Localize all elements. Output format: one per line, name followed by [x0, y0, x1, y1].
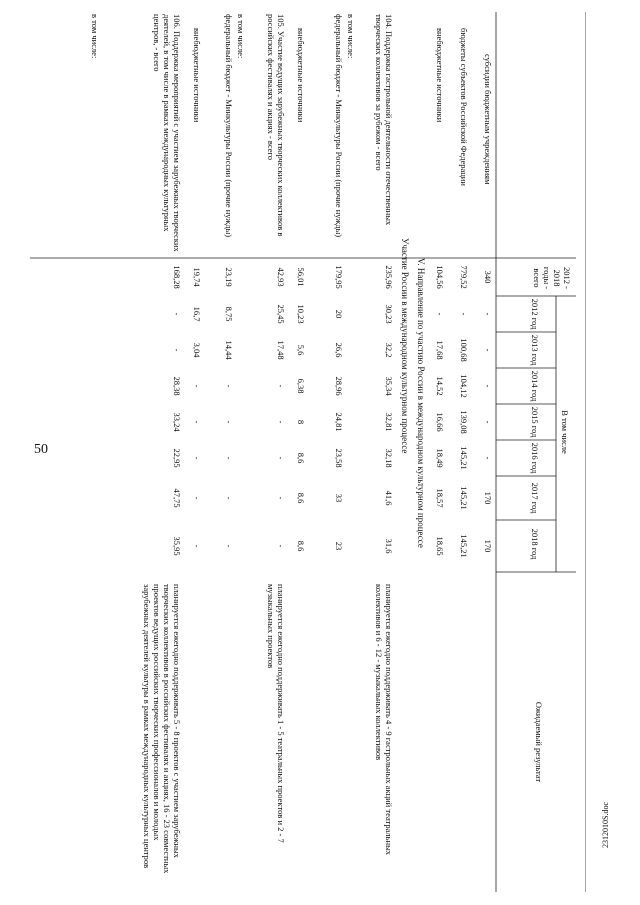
- header-year: 2012 год: [530, 298, 540, 330]
- row-value: 340: [483, 270, 493, 284]
- row-value: -: [483, 348, 493, 352]
- row-value: 8,6: [296, 452, 306, 464]
- row-value: 8,6: [296, 492, 306, 504]
- header-year: 2014 год: [530, 370, 540, 402]
- row-value: -: [483, 456, 493, 460]
- row-label: внебюджетные источники: [296, 28, 306, 123]
- page-number: 50: [34, 442, 48, 457]
- row-value: 5,6: [296, 344, 306, 356]
- header-year: 2017 год: [530, 482, 540, 514]
- row-value: 32,2: [384, 342, 394, 358]
- row-label: 106. Поддержка мероприятий с участием зарубежных творческих деятелей, в том числе в рамках международных культурных центров, - всего: [152, 14, 182, 252]
- row-value: -: [276, 384, 286, 388]
- row-value: 56,01: [296, 267, 306, 287]
- rotated-table: [30, 12, 586, 892]
- row-value: -: [435, 312, 445, 316]
- row-value: 30,23: [384, 304, 394, 324]
- row-value: 170: [483, 539, 493, 553]
- row-label: 105. Участие ведущих зарубежных творческих коллективов в российских фестивалях и акциях - всего: [266, 14, 286, 237]
- header-total: 2012 - 2018 годы - всего: [532, 266, 572, 290]
- row-value: 47,75: [172, 488, 182, 508]
- row-value: 779,52: [459, 265, 469, 289]
- row-value: 18,57: [435, 488, 445, 508]
- row-value: -: [459, 312, 469, 316]
- row-value: 8,6: [296, 540, 306, 552]
- row-value: 168,28: [172, 265, 182, 289]
- row-label: бюджеты субъектов Российской Федерации: [459, 28, 469, 186]
- row-label: в том числе:: [90, 14, 100, 59]
- row-value: 104,12: [459, 374, 469, 398]
- row-value: -: [483, 420, 493, 424]
- row-value: 16,7: [192, 306, 202, 322]
- row-value: 3,04: [192, 342, 202, 358]
- row-value: -: [192, 420, 202, 424]
- row-value: 33,24: [172, 412, 182, 432]
- row-value: 139,08: [459, 410, 469, 434]
- row-value: 23,58: [334, 448, 344, 468]
- row-value: -: [224, 544, 234, 548]
- row-value: 6,38: [296, 378, 306, 394]
- row-value: -: [483, 384, 493, 388]
- row-label: внебюджетные источники: [192, 28, 202, 123]
- row-value: -: [224, 420, 234, 424]
- row-value: -: [192, 496, 202, 500]
- header-year: 2016 год: [530, 442, 540, 474]
- row-result: планируется ежегодно поддерживать 4 - 9 гастрольных акций театральных коллективов и 6 - 12 - музыкальных коллективов: [374, 584, 394, 856]
- row-label: в том числе:: [236, 14, 246, 59]
- row-result: планируется ежегодно поддерживать 5 - 8 проектов с участием зарубежных творческих коллективов в российских фестивалях и акциях, 16 - 23 совместных проектов ведущих российских творческих профессионалов и молодых зарубежных деятелей культуры в рамках международных культурных центров: [142, 584, 182, 874]
- row-value: 35,95: [172, 536, 182, 556]
- header-year: 2013 год: [530, 334, 540, 366]
- row-value: -: [276, 420, 286, 424]
- row-value: -: [192, 456, 202, 460]
- row-value: -: [483, 312, 493, 316]
- row-value: 145,21: [459, 486, 469, 510]
- row-value: 100,68: [459, 338, 469, 362]
- row-value: 28,38: [172, 376, 182, 396]
- row-value: 18,49: [435, 448, 445, 468]
- row-label: 104. Поддержка гастрольной деятельности отечественных творческих коллективов за рубежом - всего: [374, 14, 394, 226]
- row-value: 32,81: [384, 412, 394, 432]
- row-value: 32,18: [384, 448, 394, 468]
- row-value: 23,19: [224, 267, 234, 287]
- row-value: 23: [334, 541, 344, 551]
- row-value: 17,68: [435, 340, 445, 360]
- row-value: 19,74: [192, 267, 202, 287]
- row-value: 145,21: [459, 446, 469, 470]
- row-result: планируется ежегодно поддерживать 1 - 5 театральных проектов и 2 - 7 музыкальных проектов: [266, 584, 286, 843]
- row-value: 14,52: [435, 376, 445, 396]
- row-value: -: [224, 384, 234, 388]
- section-subtitle: Участие России в международном культурном процессе: [400, 238, 410, 454]
- row-value: -: [172, 348, 182, 352]
- row-value: 14,44: [224, 340, 234, 360]
- row-value: 104,56: [435, 265, 445, 289]
- row-value: -: [276, 496, 286, 500]
- header-year: 2015 год: [530, 406, 540, 438]
- row-label: в том числе:: [346, 14, 356, 59]
- row-label: внебюджетные источники: [435, 28, 445, 123]
- row-value: 41,6: [384, 490, 394, 506]
- row-label: федеральный бюджет - Минкультуры России (прочие нужды): [224, 14, 234, 238]
- row-value: 179,95: [334, 265, 344, 289]
- row-value: 28,96: [334, 376, 344, 396]
- row-value: 25,45: [276, 304, 286, 324]
- row-value: 24,81: [334, 412, 344, 432]
- row-value: 26,6: [334, 342, 344, 358]
- row-value: -: [192, 544, 202, 548]
- row-value: 10,23: [296, 304, 306, 324]
- row-value: -: [276, 544, 286, 548]
- row-value: 20: [334, 309, 344, 319]
- document-filename: 2312010S.doc: [601, 802, 610, 848]
- row-value: -: [224, 496, 234, 500]
- row-value: -: [276, 456, 286, 460]
- row-value: 170: [483, 491, 493, 505]
- header-year: 2018 год: [530, 528, 540, 560]
- row-value: 145,21: [459, 534, 469, 558]
- row-value: 33: [334, 493, 344, 503]
- row-value: -: [192, 384, 202, 388]
- row-value: 17,48: [276, 340, 286, 360]
- row-value: -: [172, 312, 182, 316]
- row-label: субсидии бюджетным учреждениям: [483, 54, 493, 185]
- row-value: 42,93: [276, 267, 286, 287]
- row-label: федеральный бюджет - Минкультуры России (прочие нужды): [334, 14, 344, 238]
- row-value: 8: [296, 419, 306, 425]
- row-value: 16,66: [435, 412, 445, 432]
- row-value: -: [224, 456, 234, 460]
- row-value: 8,75: [224, 306, 234, 322]
- row-value: 31,6: [384, 538, 394, 554]
- row-value: 22,95: [172, 448, 182, 468]
- header-in-that-number: В том числе: [560, 410, 570, 454]
- row-value: 235,96: [384, 265, 394, 289]
- table-grid: [30, 12, 586, 892]
- row-value: 18,65: [435, 536, 445, 556]
- header-result: Ожидаемый результат: [534, 701, 544, 783]
- row-value: 35,34: [384, 376, 394, 396]
- section-title: V. Направление по участию России в международном культурном процессе: [416, 258, 426, 548]
